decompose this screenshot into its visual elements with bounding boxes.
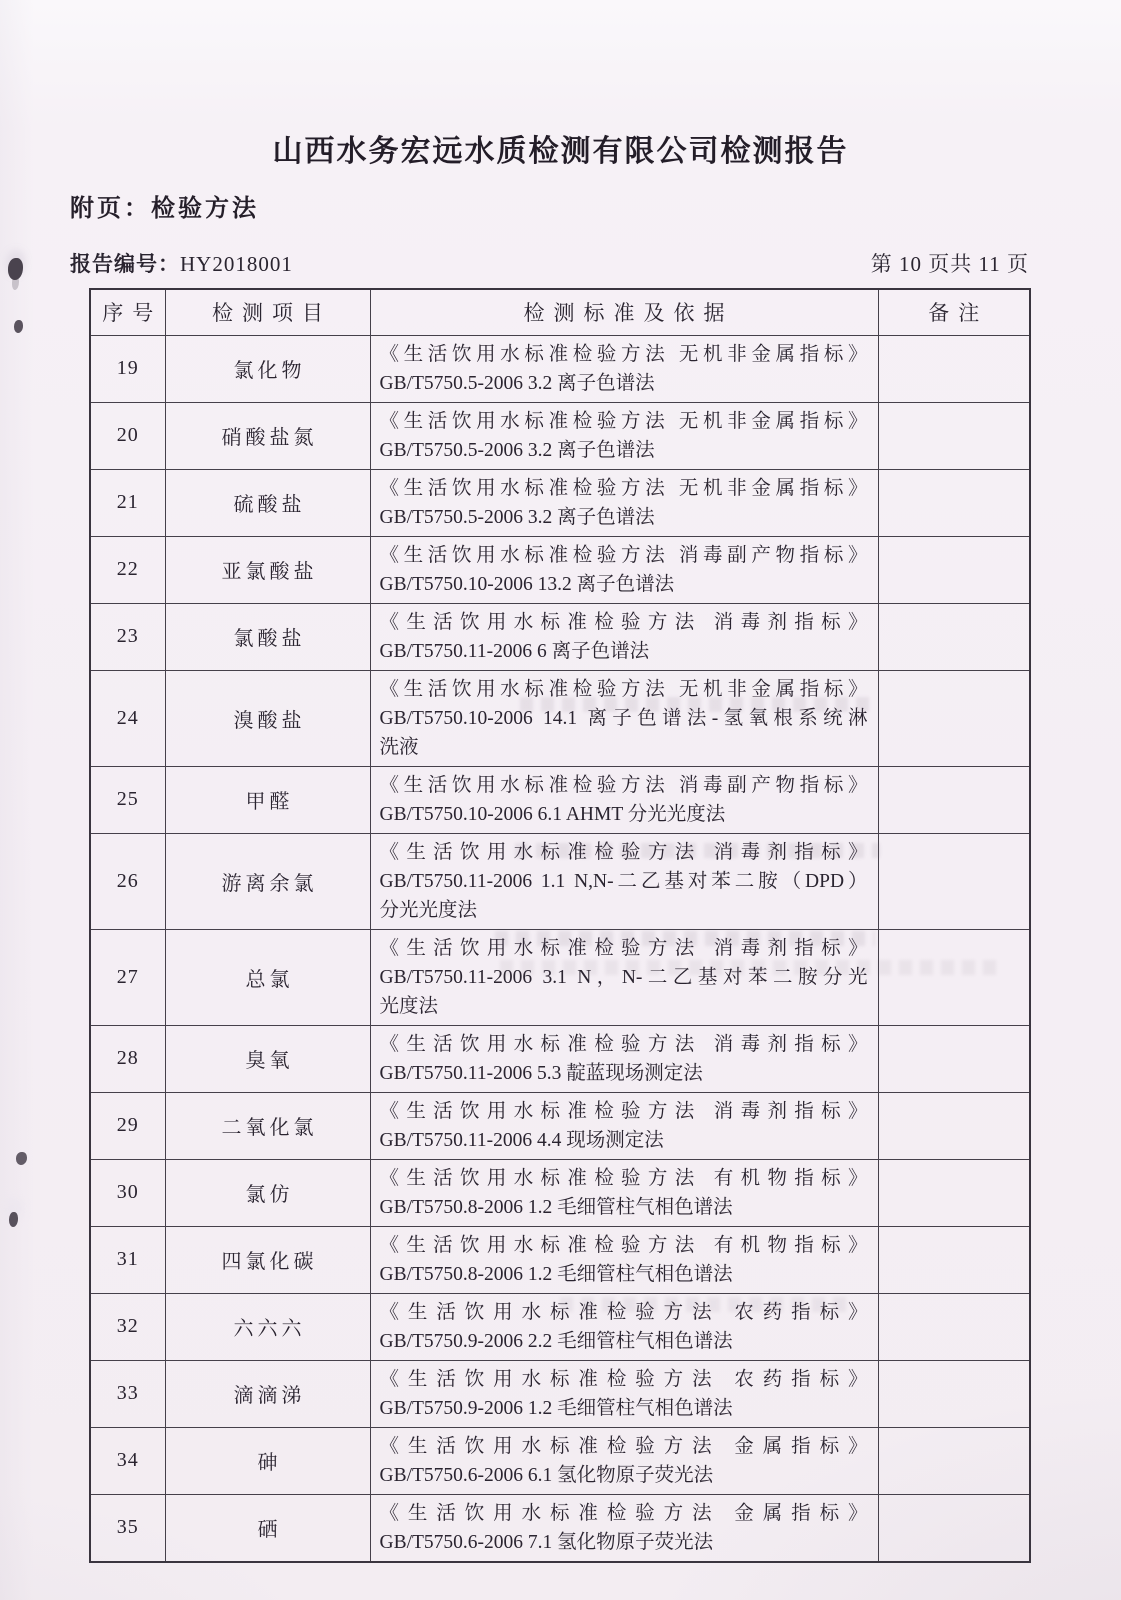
standard-line: GB/T5750.8-2006 1.2 毛细管柱气相色谱法 xyxy=(379,1196,733,1218)
remark-cell xyxy=(878,929,1030,1025)
remark-cell xyxy=(878,766,1030,833)
remark-cell xyxy=(878,1427,1030,1494)
table-row xyxy=(90,1293,1030,1360)
row-number-cell: 28 xyxy=(90,1025,165,1092)
remark-cell xyxy=(878,1494,1030,1562)
standard-line: 《生活饮用水标准检验方法 有机物指标》 xyxy=(379,1234,868,1256)
row-number-cell: 34 xyxy=(90,1427,165,1494)
row-number-cell: 32 xyxy=(90,1293,165,1360)
methods-table xyxy=(89,288,1031,1563)
table-row xyxy=(90,766,1030,833)
test-item-cell: 硝酸盐氮 xyxy=(165,402,370,469)
standard-line: 《生活饮用水标准检验方法 消毒剂指标》 xyxy=(379,611,868,633)
report-meta-row xyxy=(70,248,1029,278)
standard-line: 分光光度法 xyxy=(379,899,478,921)
remark-cell xyxy=(878,1092,1030,1159)
row-number-cell: 23 xyxy=(90,603,165,670)
standard-cell xyxy=(370,469,878,536)
standard-line: 《生活饮用水标准检验方法 消毒剂指标》 xyxy=(379,1100,868,1122)
table-row xyxy=(90,670,1030,766)
standard-line: 光度法 xyxy=(379,995,439,1017)
table-row xyxy=(90,1226,1030,1293)
standard-cell xyxy=(370,1092,878,1159)
remark-cell xyxy=(878,335,1030,402)
standard-line: GB/T5750.5-2006 3.2 离子色谱法 xyxy=(379,439,655,461)
standard-cell xyxy=(370,1360,878,1427)
remark-cell xyxy=(878,603,1030,670)
standard-line: 《生活饮用水标准检验方法 有机物指标》 xyxy=(379,1167,868,1189)
standard-line: 《生活饮用水标准检验方法 消毒剂指标》 xyxy=(379,841,868,863)
row-number-cell: 24 xyxy=(90,670,165,766)
row-number-cell: 20 xyxy=(90,402,165,469)
standard-cell xyxy=(370,833,878,929)
test-item-cell: 氯仿 xyxy=(165,1159,370,1226)
standard-cell xyxy=(370,603,878,670)
table-header-row xyxy=(90,289,1030,335)
standard-line: 《生活饮用水标准检验方法 消毒剂指标》 xyxy=(379,937,868,959)
standard-cell xyxy=(370,402,878,469)
table-row xyxy=(90,1360,1030,1427)
scan-speck xyxy=(8,258,23,280)
standard-line: GB/T5750.10-2006 6.1 AHMT 分光光度法 xyxy=(379,803,726,825)
standard-line: 《生活饮用水标准检验方法 消毒副产物指标》 xyxy=(379,544,868,566)
standard-line: GB/T5750.10-2006 13.2 离子色谱法 xyxy=(379,573,675,595)
scan-speck xyxy=(16,1152,27,1165)
row-number-cell: 27 xyxy=(90,929,165,1025)
standard-line: 《生活饮用水标准检验方法 金属指标》 xyxy=(379,1502,868,1524)
table-row xyxy=(90,1092,1030,1159)
standard-line: 《生活饮用水标准检验方法 无机非金属指标》 xyxy=(379,477,868,499)
table-row xyxy=(90,402,1030,469)
remark-cell xyxy=(878,469,1030,536)
standard-line: 《生活饮用水标准检验方法 金属指标》 xyxy=(379,1435,868,1457)
row-number-cell: 30 xyxy=(90,1159,165,1226)
standard-cell xyxy=(370,1494,878,1562)
standard-line: GB/T5750.11-2006 6 离子色谱法 xyxy=(379,640,650,662)
standard-line: GB/T5750.6-2006 6.1 氢化物原子荧光法 xyxy=(379,1464,714,1486)
remark-cell xyxy=(878,833,1030,929)
standard-line: GB/T5750.10-2006 14.1 离子色谱法-氢氧根系统淋 xyxy=(379,707,868,729)
row-number-cell: 31 xyxy=(90,1226,165,1293)
test-item-cell: 硫酸盐 xyxy=(165,469,370,536)
remark-cell xyxy=(878,1159,1030,1226)
standard-cell xyxy=(370,670,878,766)
page-subtitle: 附页：检验方法 xyxy=(70,195,259,222)
standard-line: GB/T5750.5-2006 3.2 离子色谱法 xyxy=(379,506,655,528)
standard-line: 《生活饮用水标准检验方法 无机非金属指标》 xyxy=(379,410,868,432)
table-row xyxy=(90,833,1030,929)
table-row xyxy=(90,1494,1030,1562)
standard-line: 《生活饮用水标准检验方法 农药指标》 xyxy=(379,1368,868,1390)
remark-cell xyxy=(878,1226,1030,1293)
remark-cell xyxy=(878,670,1030,766)
remark-cell xyxy=(878,1025,1030,1092)
test-item-cell: 游离余氯 xyxy=(165,833,370,929)
remark-cell xyxy=(878,1360,1030,1427)
standard-cell xyxy=(370,335,878,402)
table-row xyxy=(90,929,1030,1025)
test-item-cell: 滴滴涕 xyxy=(165,1360,370,1427)
row-number-cell: 33 xyxy=(90,1360,165,1427)
standard-line: GB/T5750.9-2006 2.2 毛细管柱气相色谱法 xyxy=(379,1330,733,1352)
row-number-cell: 21 xyxy=(90,469,165,536)
test-item-cell: 溴酸盐 xyxy=(165,670,370,766)
standard-line: GB/T5750.11-2006 3.1 N，N-二乙基对苯二胺分光 xyxy=(379,966,868,988)
standard-cell xyxy=(370,1427,878,1494)
table-row xyxy=(90,469,1030,536)
standard-cell xyxy=(370,1226,878,1293)
test-item-cell: 二氧化氯 xyxy=(165,1092,370,1159)
remark-cell xyxy=(878,402,1030,469)
test-item-cell: 氯化物 xyxy=(165,335,370,402)
table-row xyxy=(90,536,1030,603)
remark-cell xyxy=(878,1293,1030,1360)
standard-cell xyxy=(370,766,878,833)
table-row xyxy=(90,1427,1030,1494)
report-number xyxy=(70,248,293,278)
scan-speck xyxy=(14,320,23,333)
report-number-label: 报告编号： xyxy=(70,253,180,276)
standard-line: GB/T5750.8-2006 1.2 毛细管柱气相色谱法 xyxy=(379,1263,733,1285)
standard-line: 《生活饮用水标准检验方法 无机非金属指标》 xyxy=(379,678,868,700)
page-indicator: 第 10 页共 11 页 xyxy=(870,252,1029,276)
test-item-cell: 氯酸盐 xyxy=(165,603,370,670)
page-title: 山西水务宏远水质检测有限公司检测报告 xyxy=(272,135,849,168)
test-item-cell: 甲醛 xyxy=(165,766,370,833)
standard-line: GB/T5750.6-2006 7.1 氢化物原子荧光法 xyxy=(379,1531,714,1553)
test-item-cell: 臭氧 xyxy=(165,1025,370,1092)
standard-cell xyxy=(370,1159,878,1226)
standard-line: 《生活饮用水标准检验方法 消毒剂指标》 xyxy=(379,1033,868,1055)
row-number-cell: 29 xyxy=(90,1092,165,1159)
standard-cell xyxy=(370,536,878,603)
scan-speck xyxy=(9,1212,18,1227)
standard-cell xyxy=(370,1293,878,1360)
standard-line: GB/T5750.9-2006 1.2 毛细管柱气相色谱法 xyxy=(379,1397,733,1419)
test-item-cell: 总氯 xyxy=(165,929,370,1025)
header-cell-item: 检测项目 xyxy=(165,289,370,335)
row-number-cell: 19 xyxy=(90,335,165,402)
table-row xyxy=(90,1159,1030,1226)
row-number-cell: 35 xyxy=(90,1494,165,1562)
remark-cell xyxy=(878,536,1030,603)
row-number-cell: 26 xyxy=(90,833,165,929)
standard-cell xyxy=(370,929,878,1025)
header-cell-remark: 备注 xyxy=(878,289,1030,335)
standard-line: 《生活饮用水标准检验方法 农药指标》 xyxy=(379,1301,868,1323)
standard-line: GB/T5750.5-2006 3.2 离子色谱法 xyxy=(379,372,655,394)
test-item-cell: 砷 xyxy=(165,1427,370,1494)
header-cell-standard: 检测标准及依据 xyxy=(370,289,878,335)
test-item-cell: 四氯化碳 xyxy=(165,1226,370,1293)
test-item-cell: 亚氯酸盐 xyxy=(165,536,370,603)
row-number-cell: 22 xyxy=(90,536,165,603)
standard-line: GB/T5750.11-2006 4.4 现场测定法 xyxy=(379,1129,664,1151)
standard-line: GB/T5750.11-2006 1.1 N,N-二乙基对苯二胺（DPD） xyxy=(379,870,868,892)
standard-line: 《生活饮用水标准检验方法 无机非金属指标》 xyxy=(379,343,868,365)
report-number-value: HY2018001 xyxy=(180,252,293,276)
standard-line: 《生活饮用水标准检验方法 消毒副产物指标》 xyxy=(379,774,868,796)
methods-table-body xyxy=(90,335,1030,1562)
table-row xyxy=(90,603,1030,670)
header-cell-no: 序号 xyxy=(90,289,165,335)
standard-cell xyxy=(370,1025,878,1092)
table-row xyxy=(90,1025,1030,1092)
row-number-cell: 25 xyxy=(90,766,165,833)
test-item-cell: 六六六 xyxy=(165,1293,370,1360)
standard-line: GB/T5750.11-2006 5.3 靛蓝现场测定法 xyxy=(379,1062,703,1084)
standard-line: 洗液 xyxy=(379,736,419,758)
table-row xyxy=(90,335,1030,402)
test-item-cell: 硒 xyxy=(165,1494,370,1562)
